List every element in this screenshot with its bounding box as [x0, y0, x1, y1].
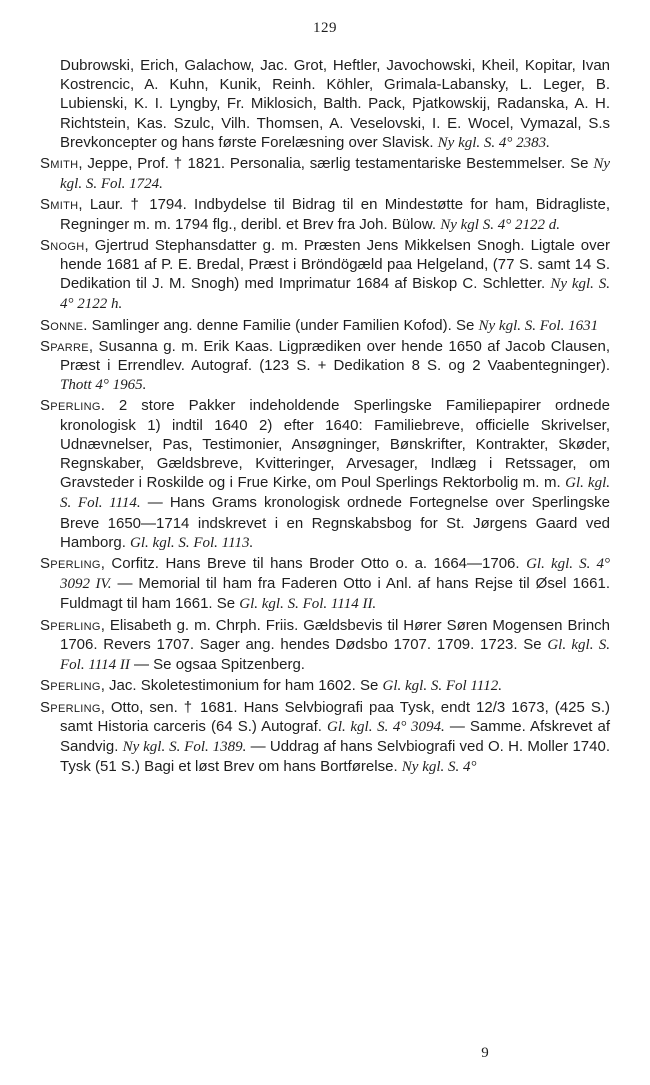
entry-heading: Sperling	[40, 698, 101, 716]
register-column	[40, 56, 610, 778]
shelfmark-reference: Gl. kgl. S. Fol 1112.	[382, 678, 502, 695]
register-entry-sonne	[40, 316, 610, 336]
entry-heading: Sperling	[40, 555, 101, 573]
register-entry-sparre	[40, 337, 610, 396]
entry-text: . Samlinger ang. denne Familie (under Familien Kofod). Se	[83, 316, 475, 334]
entry-text-continued: — Samme. Afskrevet af Sandvig.	[60, 717, 611, 755]
register-entry-continuation	[40, 56, 610, 153]
signature-mark: 9	[481, 1045, 489, 1061]
shelfmark-reference: Gl. kgl. S. Fol. 1114.	[60, 475, 610, 512]
shelfmark-reference: Gl. kgl. S. Fol. 1114 II	[60, 636, 611, 674]
shelfmark-reference: Ny kgl S. 4° 2122 d.	[440, 216, 560, 233]
shelfmark-reference: Ny kgl. S. 4° 2383.	[437, 134, 550, 151]
entry-text: , Gjertrud Stephansdatter g. m. Præsten Jens Mikkelsen Snogh. Ligtale over hende 1681 af P. E. Bredal, Præst i Bröndögæld paa Helgeland, (77 S. samt 14 S. Dedikation til J. M. Snogh) med Imprimatur 1684 af Biskop C. Schletter.	[60, 236, 610, 293]
entry-heading: Smith	[40, 155, 79, 173]
entry-text-continued: — Uddrag af hans Selvbiografi ved O. H. Moller 1740. Tysk (51 S.) Bagi et løst Brev om hans Bortførelse.	[60, 737, 610, 776]
entry-heading: Sparre	[40, 337, 89, 355]
page-number: 129	[313, 20, 337, 36]
shelfmark-reference: Gl. kgl. S. 4° 3094.	[327, 718, 445, 735]
shelfmark-reference: Gl. kgl. S. Fol. 1114 II.	[239, 596, 377, 613]
entry-text-continued: — Se ogsaa Spitzenberg.	[129, 656, 305, 674]
entry-text: , Susanna g. m. Erik Kaas. Ligprædiken over hende 1650 af Jacob Clausen, Præst i Errendlev. Autograf. (123 S. + Dedikation 8 S. og 2 Vaabentegninger).	[60, 337, 610, 375]
entry-text: , Otto, sen. † 1681. Hans Selvbiografi paa Tysk, endt 12/3 1673, (425 S.) samt Historia carceris (64 S.) Autograf.	[60, 698, 610, 735]
register-entry-sperling-family	[40, 396, 610, 553]
register-entry-sperling-corfitz	[40, 554, 610, 615]
entry-text: , Elisabeth g. m. Chrph. Friis. Gældsbevis til Hører Søren Mogensen Brinch 1706. Revers 1707. Sager ang. hendes Dødsbo 1707. 1709. 1723. Se	[60, 616, 610, 653]
register-entry-sperling-elisabeth	[40, 616, 610, 676]
entry-heading: Sperling	[40, 677, 101, 695]
register-entry-snogh	[40, 236, 610, 315]
shelfmark-reference: Ny kgl. S. Fol. 1389.	[122, 738, 247, 755]
register-entry-sperling-jac	[40, 676, 610, 696]
entry-text-continued: — Hans Grams kronologisk ordnede Fortegnelse over Sperlingske Breve 1650—1714 indskrevet i en Regnskabsbog for St. Jørgens Gaard ved Hamborg.	[60, 494, 611, 551]
shelfmark-reference: Ny kgl. S. 4°	[401, 759, 477, 776]
shelfmark-reference: Thott 4° 1965.	[60, 377, 147, 394]
entry-text: , Jac. Skoletestimonium for ham 1602. Se	[100, 677, 379, 695]
entry-text: . 2 store Pakker indeholdende Sperlingske Familiepapirer ordnede kronologisk 1) indtil 1640 2) efter 1640: Familiebreve, officielle Skrivelser, Udnævnelser, Pas, Testimonier, Ansøgninger, Bønskrifter, Kontrakter, Skøder, Regnskaber, Gældsbreve, Kvitteringer, Arvesager, Indlæg i Retssager, om Gravsteder i Roskilde og i Frue Kirke, om Poul Sperlings Rektorbolig m. m.	[60, 397, 610, 492]
entry-heading: Snogh	[40, 236, 85, 254]
shelfmark-reference: Gl. kgl. S. 4° 3092 IV.	[60, 556, 611, 593]
entry-heading: Sperling	[40, 397, 101, 415]
entry-text-continued: — Memorial til ham fra Faderen Otto i Anl. af hans Rejse til Øsel 1661. Fuldmagt til ham 1661. Se	[60, 575, 610, 613]
register-entry-sperling-otto	[40, 698, 610, 778]
shelfmark-reference: Ny kgl. S. 4° 2122 h.	[60, 276, 610, 313]
shelfmark-reference: Ny kgl. S. Fol. 1724.	[60, 156, 611, 193]
entry-heading: Smith	[40, 196, 79, 214]
shelfmark-reference: Ny kgl. S. Fol. 1631	[478, 317, 599, 334]
entry-text: , Corfitz. Hans Breve til hans Broder Otto o. a. 1664—1706.	[100, 555, 520, 573]
entry-heading: Sperling	[40, 616, 101, 634]
entry-text: Dubrowski, Erich, Galachow, Jac. Grot, Heftler, Javochowski, Kheil, Kopitar, Ivan Kostrencic, A. Kuhn, Kunik, Reinh. Köhler, Grimala-Labansky, L. Leger, B. Lubienski, K. I. Lyngby, Fr. Miklosich, Balth. Pack, Pjatkowskij, Radanska, A. H. Richtstein, Kas. Szulc, Vilh. Thomsen, A. Veselovski, I. E. Wocel, Vymazal, S.s Brevkoncepter og hans første Forelæsning over Slavisk.	[60, 57, 610, 151]
shelfmark-reference: Gl. kgl. S. Fol. 1113.	[130, 534, 254, 551]
register-entry-smith-jeppe	[40, 154, 610, 194]
entry-heading: Sonne	[40, 316, 84, 334]
entry-text: , Laur. † 1794. Indbydelse til Bidrag til en Mindestøtte for ham, Bidragliste, Regninger m. m. 1794 flg., deribl. et Brev fra Joh. Bülow.	[60, 196, 610, 233]
entry-text: , Jeppe, Prof. † 1821. Personalia, særlig testamentariske Bestemmelser. Se	[78, 155, 589, 173]
register-entry-smith-laur	[40, 195, 610, 234]
